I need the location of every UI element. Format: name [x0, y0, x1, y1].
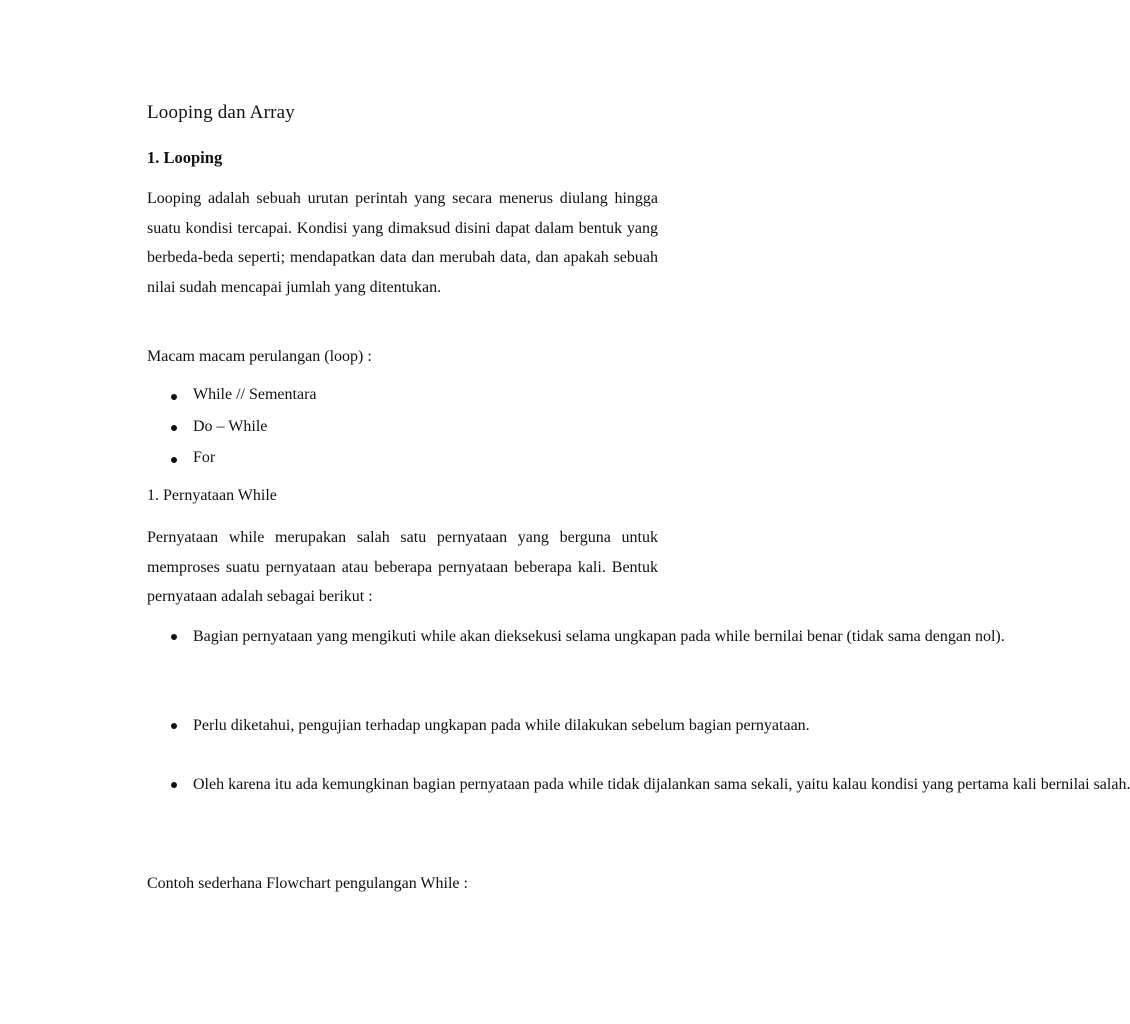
while-point-text: Perlu diketahui, pengujian terhadap ungkapan pada while dilakukan sebelum bagian pernyataan. [193, 717, 810, 734]
while-paragraph: Pernyataan while merupakan salah satu pernyataan yang berguna untuk memproses suatu pernyataan atau beberapa pernyataan beberapa kali. Bentuk pernyataan adalah sebagai berikut : [147, 529, 658, 605]
bullet-dot-icon [171, 394, 177, 400]
loop-types-label: Macam macam perulangan (loop) : [147, 348, 372, 365]
intro-paragraph: Looping adalah sebuah urutan perintah yang secara menerus diulang hingga suatu kondisi tercapai. Kondisi yang dimaksud disini dapat dalam bentuk yang berbeda-beda seperti; mendapatkan data dan merubah data, dan apakah sebuah nilai sudah mencapai jumlah yang ditentukan. [147, 190, 658, 296]
bullet-dot-icon [171, 723, 177, 729]
while-point-text: Bagian pernyataan yang mengikuti while akan dieksekusi selama ungkapan pada while bernilai benar (tidak sama dengan nol). [193, 628, 1005, 645]
bullet-dot-icon [171, 425, 177, 431]
loop-type-label: For [193, 449, 216, 466]
while-point-text: Oleh karena itu ada kemungkinan bagian pernyataan pada while tidak dijalankan sama sekali, yaitu kalau kondisi yang pertama kali bernilai salah. [193, 776, 1130, 793]
document-title: Looping dan Array [147, 102, 295, 123]
bullet-dot-icon [171, 634, 177, 640]
loop-type-label: While // Sementara [193, 386, 317, 403]
section-heading-looping: 1. Looping [147, 148, 223, 167]
bullet-dot-icon [171, 782, 177, 788]
bullet-dot-icon [171, 457, 177, 463]
subsection-heading-while: 1. Pernyataan While [147, 487, 277, 504]
flowchart-caption: Contoh sederhana Flowchart pengulangan While : [147, 875, 468, 892]
loop-type-label: Do – While [193, 418, 268, 435]
